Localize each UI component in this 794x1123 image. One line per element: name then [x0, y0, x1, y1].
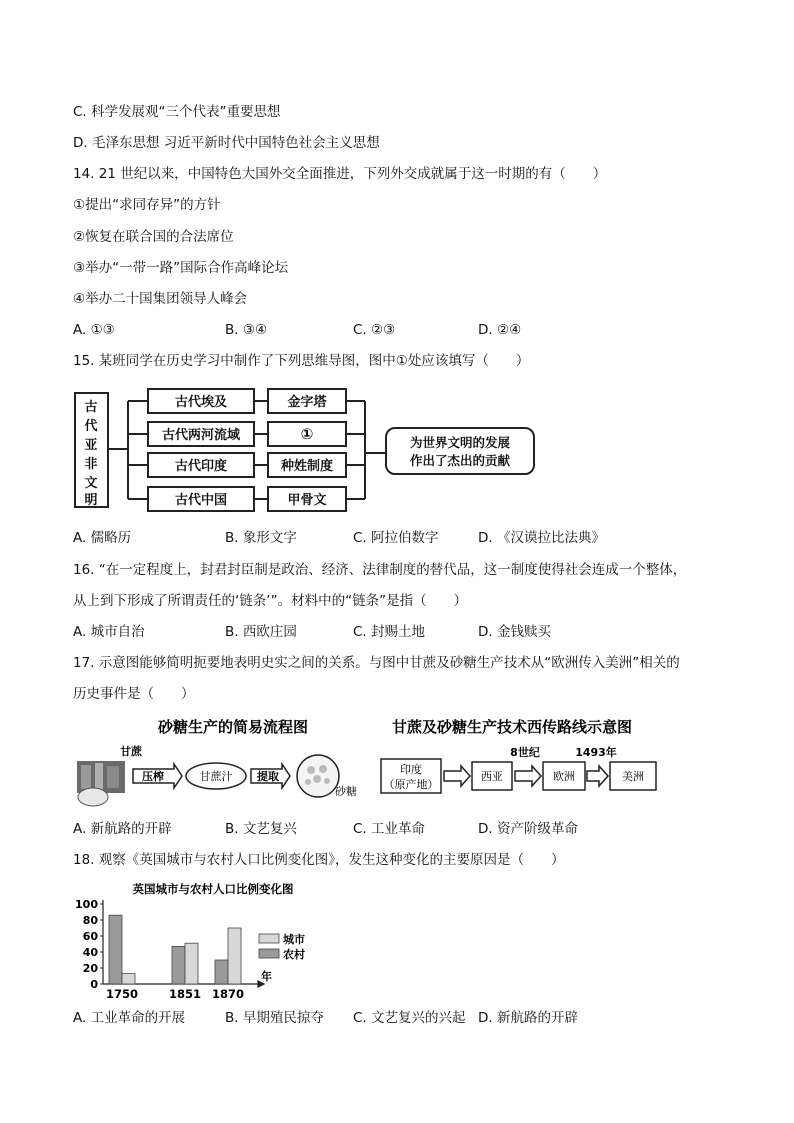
y-tick-label: 20 — [82, 962, 98, 975]
q14-item-1: ①提出“求同存异”的方针 — [73, 197, 221, 213]
mind-map — [73, 383, 543, 513]
diagram-title: 甘蔗及砂糖生产技术西传路线示意图 — [391, 718, 633, 736]
q14-item-2: ②恢复在联合国的合法席位 — [73, 229, 234, 245]
civ-label: 古代中国 — [174, 493, 228, 508]
option[interactable]: C. 工业革命 — [353, 821, 426, 837]
bar-rural — [172, 946, 185, 984]
question-17-line2: 历史事件是（ ） — [73, 686, 195, 702]
achievement-label: 种姓制度 — [280, 459, 334, 474]
population-chart — [73, 880, 323, 1000]
option[interactable]: D. 资产阶级革命 — [478, 821, 578, 837]
y-tick-label: 80 — [82, 914, 98, 927]
cane-label: 甘蔗 — [120, 745, 142, 758]
root-char: 文 — [84, 476, 98, 491]
question-16-line1: 16. “在一定程度上，封君封臣制是政治、经济、法律制度的替代品，这一制度使得社会连成一个整体， — [73, 562, 687, 578]
civ-label: 古代两河流域 — [161, 428, 241, 443]
chart-bars — [109, 915, 241, 984]
x-axis-ticks — [106, 987, 244, 1000]
chart-legend — [259, 932, 305, 961]
option[interactable]: B. 象形文字 — [225, 530, 297, 546]
option[interactable]: B. 西欧庄园 — [225, 624, 297, 640]
x-tick-label: 1851 — [168, 987, 202, 1000]
legend-label: 城市 — [283, 933, 305, 946]
origin-label: 印度 — [400, 763, 422, 776]
bar-urban — [122, 974, 135, 984]
conclusion-line: 为世界文明的发展 — [409, 435, 511, 450]
option[interactable]: C. 封赐土地 — [353, 624, 426, 640]
bar-urban — [185, 943, 198, 984]
question-18: 18. 观察《英国城市与农村人口比例变化图》，发生这种变化的主要原因是（ ） — [73, 852, 565, 868]
route-stop: 欧洲 — [553, 770, 575, 783]
option[interactable]: A. 工业革命的开展 — [73, 1010, 186, 1026]
flow-step: 甘蔗汁 — [199, 770, 233, 783]
legend-swatch — [259, 934, 279, 943]
option[interactable]: A. 城市自治 — [73, 624, 145, 640]
bar-urban — [228, 928, 241, 984]
question-17-line1: 17. 示意图能够简明扼要地表明史实之间的关系。与图中甘蔗及砂糖生产技术从“欧洲传入美洲”相关的 — [73, 655, 680, 671]
option[interactable]: D. 新航路的开辟 — [478, 1010, 578, 1026]
sugar-flow-diagram — [73, 713, 373, 813]
x-tick-label: 1870 — [211, 987, 245, 1000]
option[interactable]: A. ①③ — [73, 322, 115, 338]
q14-options — [73, 321, 593, 339]
option[interactable]: D. 金钱赎买 — [478, 624, 551, 640]
civ-label: 古代印度 — [174, 459, 228, 474]
blank-marker: ① — [300, 425, 314, 443]
x-axis-unit: 年 — [261, 970, 272, 983]
y-tick-label: 100 — [75, 898, 98, 911]
route-stop: 美洲 — [622, 770, 644, 783]
route-stop: 西亚 — [481, 770, 503, 783]
bar-rural — [109, 915, 122, 984]
legend-swatch — [259, 949, 279, 958]
option[interactable]: B. ③④ — [225, 322, 268, 338]
time-label: 8世纪 — [510, 746, 540, 759]
option[interactable]: C. 文艺复兴的兴起 — [353, 1010, 466, 1026]
question-15: 15. 某班同学在历史学习中制作了下列思维导图，图中①处应该填写（ ） — [73, 353, 530, 369]
root-char: 古 — [84, 400, 98, 415]
root-char: 亚 — [84, 438, 98, 453]
q14-item-4: ④举办二十国集团领导人峰会 — [73, 291, 248, 307]
q16-options — [73, 623, 593, 641]
bar-rural — [215, 960, 228, 984]
time-label: 1493年 — [575, 746, 617, 759]
sugar-label: 砂糖 — [335, 785, 357, 798]
root-char: 代 — [84, 419, 98, 434]
flow-step: 提取 — [257, 770, 279, 783]
q17-options — [73, 820, 593, 838]
option[interactable]: D. 《汉谟拉比法典》 — [478, 530, 605, 546]
option-c-line: C. 科学发展观“三个代表”重要思想 — [73, 104, 281, 120]
q14-item-3: ③举办“一带一路”国际合作高峰论坛 — [73, 260, 289, 276]
x-tick-label: 1750 — [105, 987, 139, 1000]
option-d-line: D. 毛泽东思想 习近平新时代中国特色社会主义思想 — [73, 135, 380, 151]
option[interactable]: A. 新航路的开辟 — [73, 821, 172, 837]
origin-note: （原产地） — [383, 778, 439, 791]
y-tick-label: 60 — [82, 930, 98, 943]
achievement-label: 甲骨文 — [287, 493, 327, 508]
option[interactable]: D. ②④ — [478, 322, 522, 338]
option[interactable]: C. 阿拉伯数字 — [353, 530, 439, 546]
flow-step: 压榨 — [142, 770, 164, 783]
y-tick-label: 40 — [82, 946, 98, 959]
chart-title: 英国城市与农村人口比例变化图 — [132, 882, 294, 896]
civ-label: 古代埃及 — [174, 395, 228, 410]
option[interactable]: B. 早期殖民掠夺 — [225, 1010, 324, 1026]
root-char: 明 — [84, 493, 98, 508]
option[interactable]: B. 文艺复兴 — [225, 821, 297, 837]
conclusion-line: 作出了杰出的贡献 — [409, 453, 511, 468]
question-16-line2: 从上到下形成了所谓责任的‘链条’”。材料中的“链条”是指（ ） — [73, 593, 468, 609]
y-tick-label: 0 — [90, 978, 98, 991]
diagram-title: 砂糖生产的简易流程图 — [157, 718, 309, 736]
root-char: 非 — [84, 457, 98, 472]
q15-options — [73, 529, 605, 547]
q18-options — [73, 1009, 593, 1027]
sugarcane-image — [77, 761, 125, 806]
sugar-route-diagram — [375, 713, 665, 813]
legend-label: 农村 — [283, 948, 305, 961]
option[interactable]: A. 儒略历 — [73, 530, 132, 546]
option[interactable]: C. ②③ — [353, 322, 396, 338]
question-14: 14. 21 世纪以来，中国特色大国外交全面推进，下列外交成就属于这一时期的有（ ） — [73, 166, 607, 182]
achievement-label: 金字塔 — [287, 395, 327, 410]
